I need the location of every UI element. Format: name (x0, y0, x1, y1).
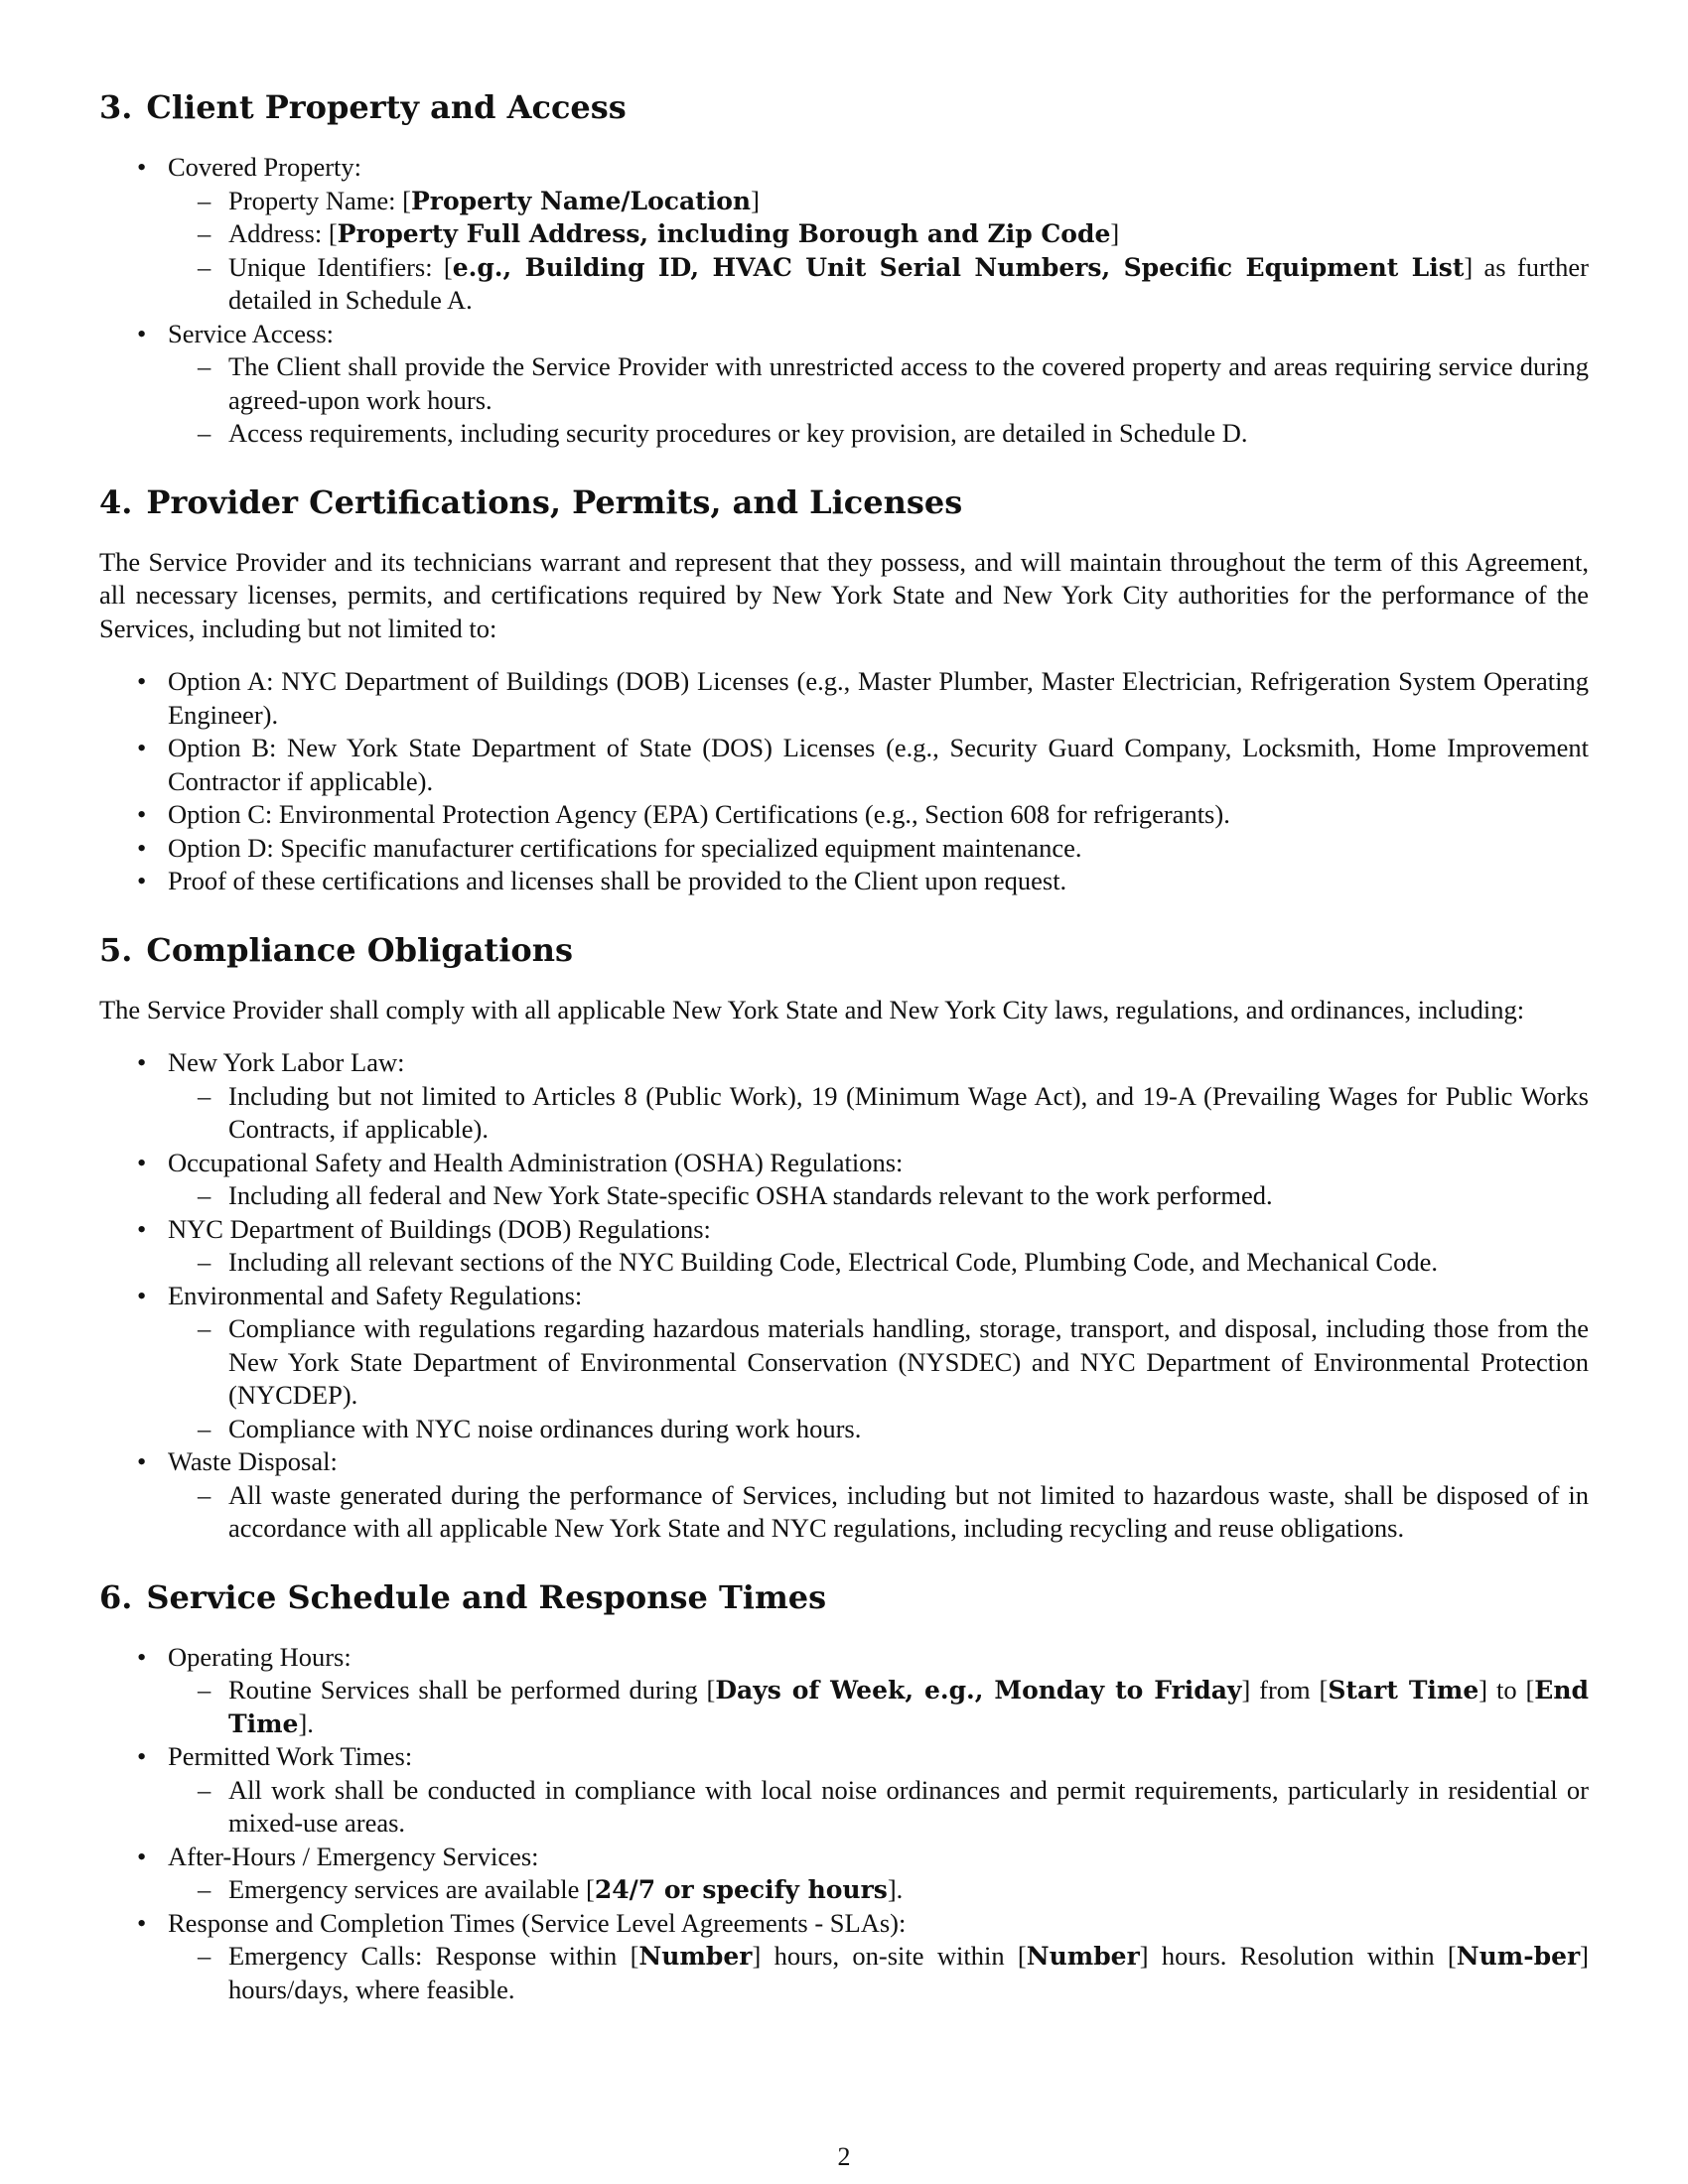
list-item: • Option D: Specific manufacturer certifications for specialized equipment maintenance. (99, 832, 1589, 866)
list-item: • Option A: NYC Department of Buildings (DOB) Licenses (e.g., Master Plumber, Master Electrician, Refrigeration System Operating Engineer). (99, 665, 1589, 732)
sub-list (168, 1940, 1589, 2006)
list-item: • Waste Disposal: – All waste generated during the performance of Services, including but not limited to hazardous waste, shall be disposed of in accordance with all applicable New York State and NYC regulations, including recycling and reuse obligations. (99, 1445, 1589, 1546)
section-intro: The Service Provider shall comply with all applicable New York State and New York City laws, regulations, and ordinances, including: (99, 994, 1525, 1024)
sub-list-item: – Compliance with regulations regarding hazardous materials handling, storage, transport, and disposal, including those from the New York State Department of Environmental Conservation (NYSDEC) and NYC Department of Environmental Protection (NYCDEP). (168, 1312, 1589, 1413)
sub-list-item: – All work shall be conducted in compliance with local noise ordinances and permit requirements, particularly in residential or mixed-use areas. (168, 1774, 1589, 1841)
list-item: • Permitted Work Times: – All work shall be conducted in compliance with local noise ordinances and permit requirements, particularly in residential or mixed-use areas. (99, 1740, 1589, 1841)
section-heading: 3. Client Property and Access (99, 88, 627, 126)
list-item: • Proof of these certifications and licenses shall be provided to the Client upon request. (99, 865, 1589, 898)
document-page (99, 87, 1589, 2038)
sub-list (168, 1179, 1589, 1213)
sub-list-item: – Compliance with NYC noise ordinances during work hours. (168, 1413, 1589, 1446)
sub-list (168, 185, 1589, 318)
sub-list-item: – Including all relevant sections of the NYC Building Code, Electrical Code, Plumbing Code, and Mechanical Code. (168, 1246, 1589, 1280)
bullet-list (99, 1046, 1589, 1546)
sub-list-item: – Including all federal and New York State-specific OSHA standards relevant to the work performed. (168, 1179, 1589, 1213)
list-item: • Service Access: – The Client shall provide the Service Provider with unrestricted access to the covered property and areas requiring service during agreed-upon work hours. – Access requirements, including security procedures or key provision, are detailed in Schedule D. (99, 318, 1589, 451)
sub-list-item: – Access requirements, including security procedures or key provision, are detailed in Schedule D. (168, 417, 1589, 451)
list-item: • NYC Department of Buildings (DOB) Regulations: – Including all relevant sections of the NYC Building Code, Electrical Code, Plumbing Code, and Mechanical Code. (99, 1213, 1589, 1280)
list-item: • Occupational Safety and Health Administration (OSHA) Regulations: – Including all federal and New York State-specific OSHA standards relevant to the work performed. (99, 1147, 1589, 1213)
sub-list (168, 1080, 1589, 1147)
sub-list-item: – Address: [Property Full Address, including Borough and Zip Code] (168, 217, 1589, 251)
section-6 (99, 1577, 1589, 2007)
sub-list (168, 1873, 1589, 1907)
section-4 (99, 482, 1589, 898)
list-item: • Response and Completion Times (Service Level Agreements - SLAs): – Emergency Calls: Response within [Number] hours, on-site within [Number] hours. Resolution within [Num-ber] hours/days, where feasible. (99, 1907, 1589, 2007)
sub-list (168, 1312, 1589, 1445)
list-item: • Option C: Environmental Protection Agency (EPA) Certifications (e.g., Section 608 for refrigerants). (99, 798, 1589, 832)
list-item: • Environmental and Safety Regulations: – Compliance with regulations regarding hazardous materials handling, storage, transport, and disposal, including those from the New York State Department of Environmental Conservation (NYSDEC) and NYC Department of Environmental Protection (NYCDEP). – Compliance with NYC noise ordinances during work hours. (99, 1280, 1589, 1446)
sub-list (168, 1246, 1589, 1280)
bullet-list (99, 1641, 1589, 2007)
sub-list (168, 350, 1589, 451)
section-heading: 6. Service Schedule and Response Times (99, 1577, 827, 1616)
sub-list-item: – Emergency services are available [24/7 or specify hours]. (168, 1873, 1589, 1907)
list-item: • New York Labor Law: – Including but not limited to Articles 8 (Public Work), 19 (Minimum Wage Act), and 19-A (Prevailing Wages for Public Works Contracts, if applicable). (99, 1046, 1589, 1147)
sub-list (168, 1674, 1589, 1740)
sub-list-item: – Emergency Calls: Response within [Number] hours, on-site within [Number] hours. Resolution within [Num-ber] hours/days, where feasible. (168, 1940, 1589, 2006)
list-item: • Option B: New York State Department of State (DOS) Licenses (e.g., Security Guard Company, Locksmith, Home Improvement Contractor if applicable). (99, 732, 1589, 798)
sub-list (168, 1774, 1589, 1841)
sub-list-item: – Unique Identifiers: [e.g., Building ID, HVAC Unit Serial Numbers, Specific Equipment List] as further detailed in Schedule A. (168, 251, 1589, 318)
list-item: • Operating Hours: – Routine Services shall be performed during [Days of Week, e.g., Monday to Friday] from [Start Time] to [End Time]. (99, 1641, 1589, 1741)
sub-list-item: – The Client shall provide the Service Provider with unrestricted access to the covered property and areas requiring service during agreed-upon work hours. (168, 350, 1589, 417)
sub-list-item: – Including but not limited to Articles 8 (Public Work), 19 (Minimum Wage Act), and 19-A (Prevailing Wages for Public Works Contracts, if applicable). (168, 1080, 1589, 1147)
sub-list-item: – Property Name: [Property Name/Location] (168, 185, 1589, 218)
sub-list-item: – All waste generated during the performance of Services, including but not limited to hazardous waste, shall be disposed of in accordance with all applicable New York State and NYC regulations, including recycling and reuse obligations. (168, 1479, 1589, 1546)
section-3 (99, 87, 1589, 451)
page-number: 2 (837, 2142, 851, 2171)
list-item: • Covered Property: – Property Name: [Property Name/Location] – Address: [Property Full Address, including Borough and Zip Code] – Unique Identifiers: [e.g., Building ID, HVAC Unit Serial Numbers, Specific Equipment List] as further detailed in Schedule A. (99, 151, 1589, 318)
section-5 (99, 930, 1589, 1546)
bullet-list (99, 151, 1589, 451)
bullet-list (99, 665, 1589, 898)
section-heading: 4. Provider Certifications, Permits, and Licenses (99, 482, 963, 521)
list-item: • After-Hours / Emergency Services: – Emergency services are available [24/7 or specify hours]. (99, 1841, 1589, 1907)
sub-list (168, 1479, 1589, 1546)
section-intro: The Service Provider and its technicians warrant and represent that they possess, and will maintain throughout the term of this Agreement, all necessary licenses, permits, and certifications required by New York State and New York City authorities for the performance of the Services, including but not limited to: (99, 546, 1589, 643)
section-heading: 5. Compliance Obligations (99, 930, 573, 969)
sub-list-item: – Routine Services shall be performed during [Days of Week, e.g., Monday to Friday] from [Start Time] to [End Time]. (168, 1674, 1589, 1740)
